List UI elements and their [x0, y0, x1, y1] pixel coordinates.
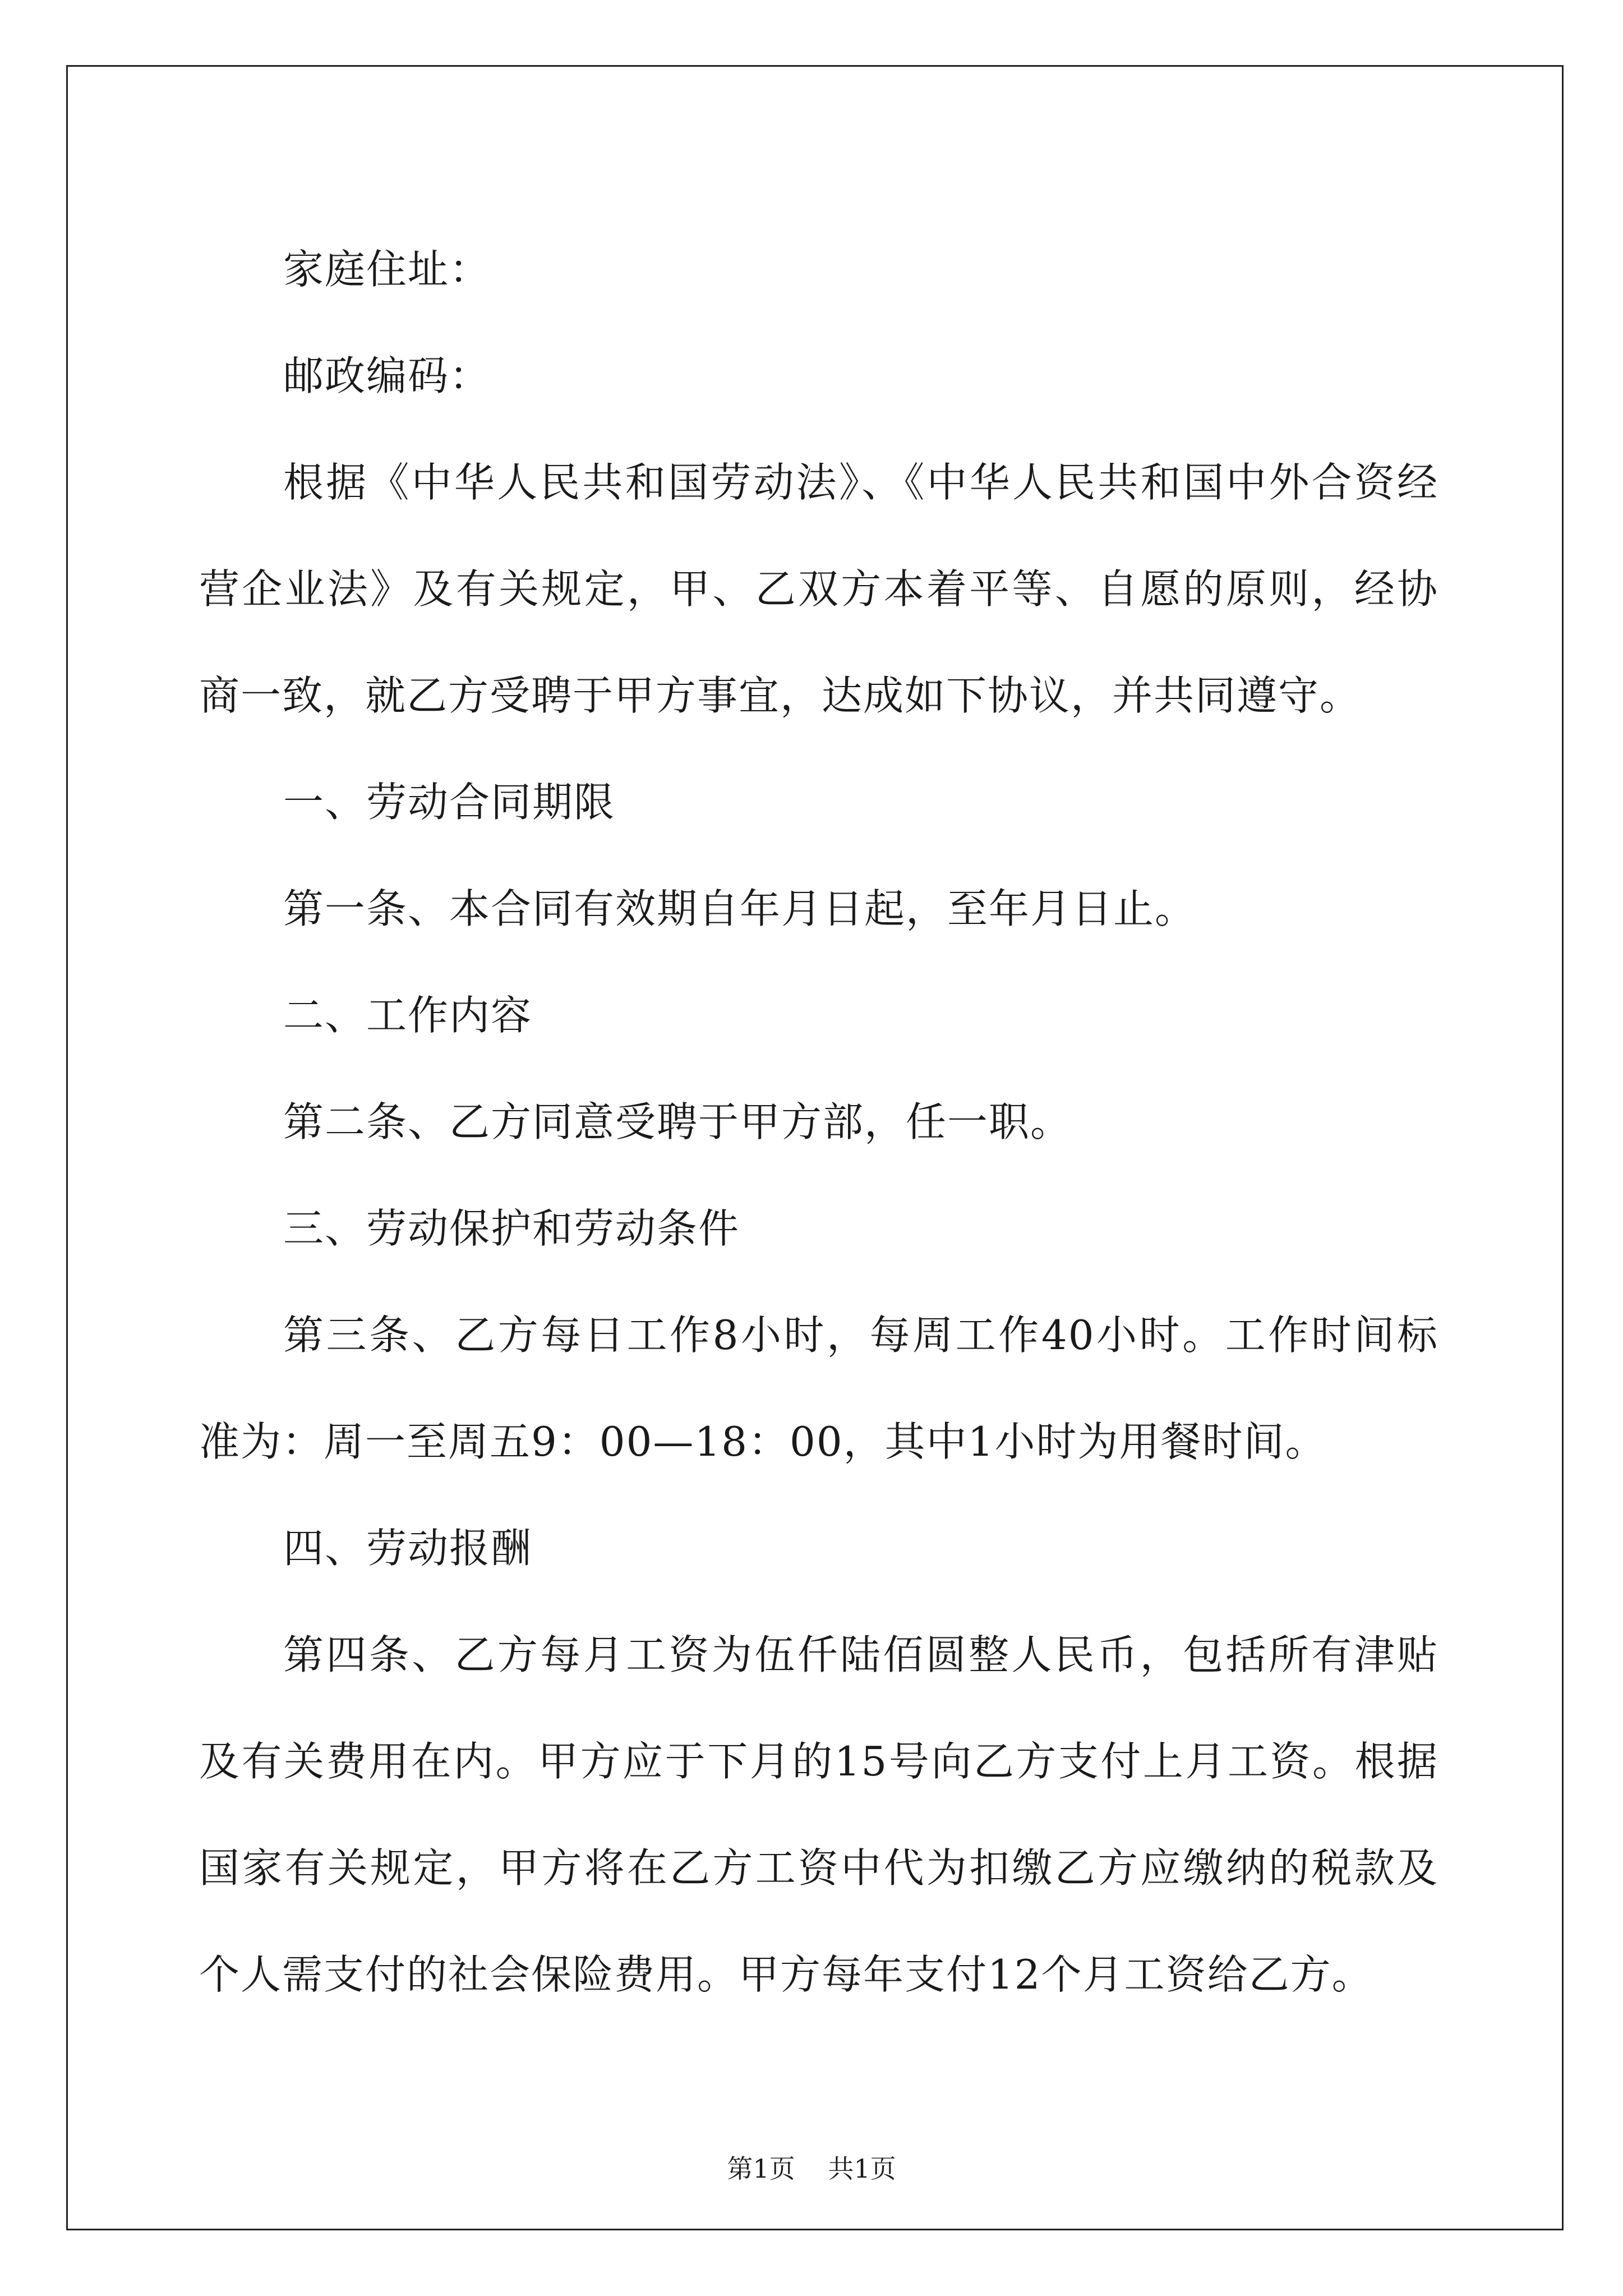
page-number: 第1页	[727, 2154, 795, 2184]
postal-code-line: 邮政编码：	[283, 352, 491, 399]
article-3: 第三条、乙方每日工作8小时，每周工作40小时。工作时间标准为：周一至周五9：00—18：00，其中1小时为用餐时间。	[199, 1312, 1438, 1465]
article-1: 第一条、本合同有效期自年月日起，至年月日止。	[283, 885, 1197, 932]
document-body	[199, 216, 1438, 2028]
section-heading-remuneration: 四、劳动报酬	[283, 1525, 533, 1572]
article-2: 第二条、乙方同意受聘于甲方部，任一职。	[283, 1098, 1072, 1145]
home-address-line: 家庭住址：	[283, 246, 491, 293]
page-total: 共1页	[828, 2154, 896, 2184]
section-heading-job-content: 二、工作内容	[283, 992, 533, 1039]
preamble-paragraph: 根据《中华人民共和国劳动法》、《中华人民共和国中外合资经营企业法》及有关规定，甲、乙双方本着平等、自愿的原则，经协商一致，就乙方受聘于甲方事宜，达成如下协议，并共同遵守。	[199, 459, 1438, 719]
section-heading-contract-term: 一、劳动合同期限	[283, 779, 616, 826]
page-footer	[0, 2148, 1623, 2185]
article-4: 第四条、乙方每月工资为伍仟陆佰圆整人民币，包括所有津贴及有关费用在内。甲方应于下月的15号向乙方支付上月工资。根据国家有关规定，甲方将在乙方工资中代为扣缴乙方应缴纳的税款及个人需支付的社会保险费用。甲方每年支付12个月工资给乙方。	[199, 1631, 1438, 1998]
section-heading-labor-protection: 三、劳动保护和劳动条件	[283, 1205, 740, 1252]
